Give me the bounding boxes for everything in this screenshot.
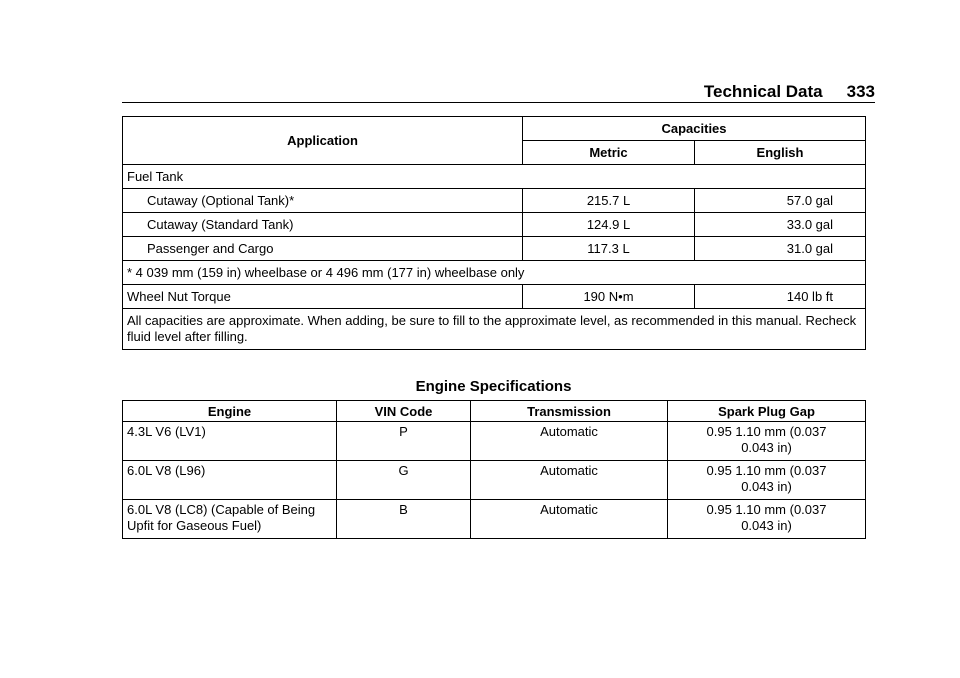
header-rule [122,102,875,103]
table-header-row [123,401,866,422]
transmission-cell: Automatic [471,461,668,500]
row-label: Passenger and Cargo [123,237,523,261]
row-metric: 215.7 L [523,189,695,213]
torque-english: 140 lb ft [695,285,866,309]
gap-line1: 0.95 1.10 mm (0.037 [706,502,827,517]
row-label: Cutaway (Optional Tank)* [123,189,523,213]
table-row [123,189,866,213]
transmission-cell: Automatic [471,500,668,539]
row-label: Cutaway (Standard Tank) [123,213,523,237]
col-capacities: Capacities [523,117,866,141]
table-row [123,285,866,309]
table-row [123,261,866,285]
table-row [123,500,866,539]
vin-cell: P [337,422,471,461]
col-vin-code: VIN Code [337,401,471,422]
table-row [123,309,866,350]
capacities-table [122,116,866,350]
table-row [123,237,866,261]
col-engine: Engine [123,401,337,422]
row-english: 33.0 gal [695,213,866,237]
col-metric: Metric [523,141,695,165]
engine-cell: 4.3L V6 (LV1) [123,422,337,461]
torque-label: Wheel Nut Torque [123,285,523,309]
gap-line2: 0.043 in) [741,479,792,494]
engine-cell: 6.0L V8 (LC8) (Capable of Being Upfit for Gaseous Fuel) [123,500,337,539]
table-row [123,461,866,500]
engine-specs-title: Engine Specifications [415,378,572,395]
section-title: Technical Data [703,82,823,101]
row-metric: 117.3 L [523,237,695,261]
col-transmission: Transmission [471,401,668,422]
page-header [122,82,875,102]
table-row [123,165,866,189]
col-application: Application [123,117,523,165]
gap-line2: 0.043 in) [741,518,792,533]
gap-cell [668,461,866,500]
footnote: * 4 039 mm (159 in) wheelbase or 4 496 mm (177 in) wheelbase only [123,261,866,285]
gap-line2: 0.043 in) [741,440,792,455]
capacities-note: All capacities are approximate. When adding, be sure to fill to the approximate level, as recommended in this manual. Recheck fluid level after filling. [123,309,866,350]
col-spark-plug-gap: Spark Plug Gap [668,401,866,422]
vin-cell: B [337,500,471,539]
gap-cell [668,500,866,539]
row-english: 57.0 gal [695,189,866,213]
table-row [123,213,866,237]
gap-cell [668,422,866,461]
fuel-tank-label: Fuel Tank [123,165,866,189]
gap-line1: 0.95 1.10 mm (0.037 [706,463,827,478]
row-metric: 124.9 L [523,213,695,237]
row-english: 31.0 gal [695,237,866,261]
engine-cell: 6.0L V8 (L96) [123,461,337,500]
transmission-cell: Automatic [471,422,668,461]
engine-specs-table [122,400,866,539]
torque-metric: 190 N•m [523,285,695,309]
table-row [123,422,866,461]
page-number: 333 [846,82,875,101]
table-header-row [123,117,866,141]
col-english: English [695,141,866,165]
vin-cell: G [337,461,471,500]
gap-line1: 0.95 1.10 mm (0.037 [706,424,827,439]
